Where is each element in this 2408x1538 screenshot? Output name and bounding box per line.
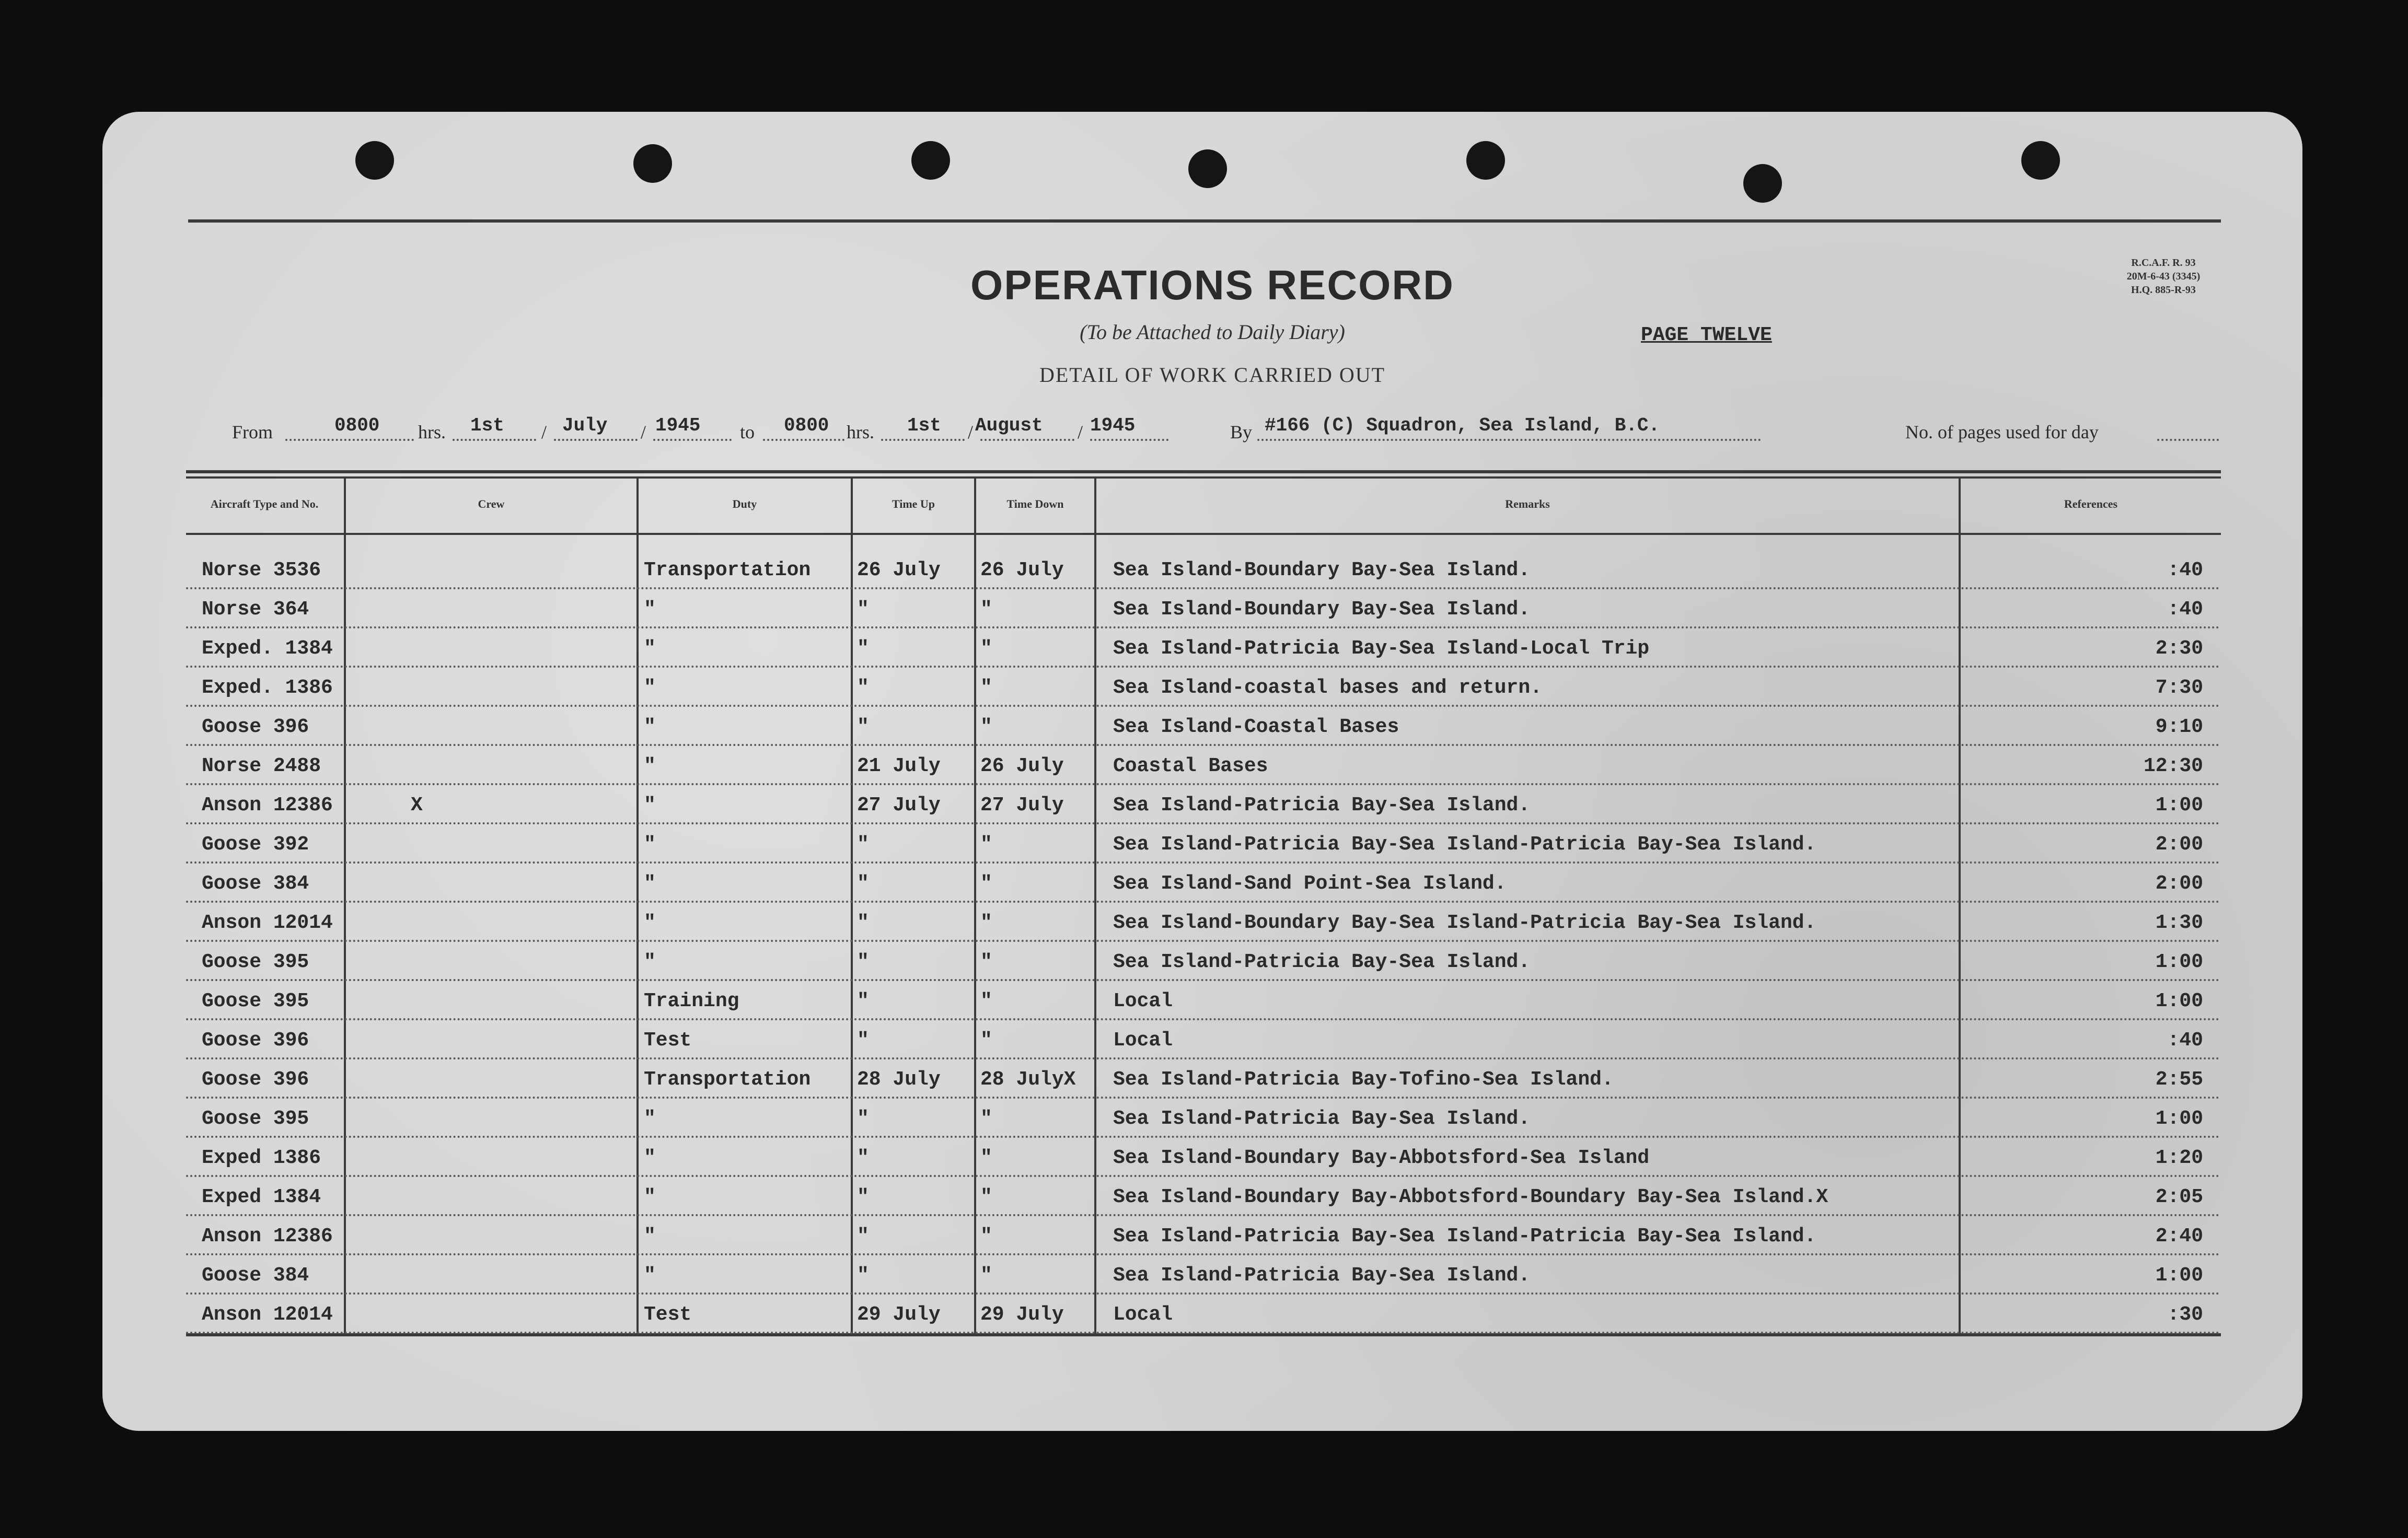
table-top-rule bbox=[186, 476, 2221, 479]
time-down-cell: 27 July bbox=[980, 794, 1064, 817]
time-up-cell: " bbox=[857, 951, 869, 973]
time-up-cell: " bbox=[857, 1108, 869, 1130]
references-cell: 2:40 bbox=[2155, 1225, 2203, 1248]
column-header-references: References bbox=[2064, 497, 2118, 510]
table-row bbox=[186, 1058, 2221, 1099]
from-label: From bbox=[232, 422, 273, 442]
time-up-cell: " bbox=[857, 1225, 869, 1248]
aircraft-cell: Goose 384 bbox=[202, 1264, 309, 1287]
to-month: August bbox=[975, 415, 1043, 436]
time-up-cell: " bbox=[857, 716, 869, 738]
duty-cell: " bbox=[644, 716, 656, 738]
time-down-cell: 26 July bbox=[980, 559, 1064, 581]
duty-cell: " bbox=[644, 1186, 656, 1208]
remarks-cell: Sea Island-Patricia Bay-Sea Island-Patricia Bay-Sea Island. bbox=[1113, 1225, 1816, 1248]
dotted-field bbox=[2157, 439, 2219, 441]
remarks-cell: Local bbox=[1113, 990, 1173, 1012]
punch-hole bbox=[2021, 141, 2060, 180]
header-rule bbox=[186, 533, 2221, 535]
aircraft-cell: Anson 12014 bbox=[202, 1303, 333, 1326]
time-down-cell: 28 JulyX bbox=[980, 1068, 1076, 1091]
duty-cell: " bbox=[644, 1225, 656, 1248]
time-down-cell: " bbox=[980, 677, 992, 699]
dotted-field bbox=[653, 439, 732, 441]
table-row bbox=[186, 1136, 2221, 1177]
dotted-field bbox=[1090, 439, 1168, 441]
references-cell: 2:05 bbox=[2155, 1186, 2203, 1208]
references-cell: :30 bbox=[2167, 1303, 2203, 1326]
duty-cell: Test bbox=[644, 1029, 692, 1052]
table-row bbox=[186, 1254, 2221, 1295]
page-title: OPERATIONS RECORD bbox=[970, 262, 1454, 308]
references-cell: 2:00 bbox=[2155, 833, 2203, 856]
punch-hole bbox=[911, 141, 950, 180]
page-number: PAGE TWELVE bbox=[1641, 324, 1772, 346]
remarks-cell: Sea Island-Boundary Bay-Abbotsford-Boundary Bay-Sea Island.X bbox=[1113, 1186, 1828, 1208]
time-down-cell: " bbox=[980, 1225, 992, 1248]
duty-cell: Transportation bbox=[644, 1068, 811, 1091]
table-row bbox=[186, 1293, 2221, 1334]
duty-cell: " bbox=[644, 677, 656, 699]
remarks-cell: Sea Island-Patricia Bay-Tofino-Sea Island. bbox=[1113, 1068, 1614, 1091]
dotted-field bbox=[554, 439, 638, 441]
duty-cell: Test bbox=[644, 1303, 692, 1326]
table-row bbox=[186, 1097, 2221, 1138]
time-down-cell: " bbox=[980, 1264, 992, 1287]
references-cell: 7:30 bbox=[2155, 677, 2203, 699]
date-separator: / bbox=[641, 422, 646, 442]
time-up-cell: 29 July bbox=[857, 1303, 941, 1326]
dotted-field bbox=[763, 439, 844, 441]
aircraft-cell: Anson 12014 bbox=[202, 912, 333, 934]
aircraft-cell: Exped 1384 bbox=[202, 1186, 321, 1208]
pages-label: No. of pages used for day bbox=[1905, 422, 2099, 442]
time-up-cell: 21 July bbox=[857, 755, 941, 777]
remarks-cell: Sea Island-Patricia Bay-Sea Island. bbox=[1113, 1108, 1531, 1130]
punch-hole bbox=[633, 144, 672, 183]
table-row bbox=[186, 1019, 2221, 1059]
table-row bbox=[186, 940, 2221, 981]
from-month: July bbox=[562, 415, 608, 436]
aircraft-cell: Goose 384 bbox=[202, 872, 309, 895]
form-code bbox=[2096, 256, 2231, 297]
aircraft-cell: Anson 12386 bbox=[202, 794, 333, 817]
duty-cell: " bbox=[644, 951, 656, 973]
duty-cell: " bbox=[644, 794, 656, 817]
punch-hole bbox=[355, 141, 394, 180]
aircraft-cell: Goose 395 bbox=[202, 990, 309, 1012]
time-down-cell: 29 July bbox=[980, 1303, 1064, 1326]
references-cell: 9:10 bbox=[2155, 716, 2203, 738]
remarks-cell: Sea Island-Boundary Bay-Abbotsford-Sea Island bbox=[1113, 1147, 1650, 1169]
references-cell: 2:30 bbox=[2155, 637, 2203, 660]
time-up-cell: " bbox=[857, 1264, 869, 1287]
time-down-cell: " bbox=[980, 912, 992, 934]
duty-cell: Transportation bbox=[644, 559, 811, 581]
time-down-cell: " bbox=[980, 872, 992, 895]
form-code-line: 20M-6-43 (3345) bbox=[2126, 271, 2201, 282]
from-year: 1945 bbox=[655, 415, 701, 436]
remarks-cell: Sea Island-Sand Point-Sea Island. bbox=[1113, 872, 1507, 895]
date-separator: / bbox=[1078, 422, 1083, 442]
time-up-cell: " bbox=[857, 598, 869, 621]
table-row bbox=[186, 744, 2221, 785]
references-cell: 12:30 bbox=[2143, 755, 2203, 777]
remarks-cell: Sea Island-Patricia Bay-Sea Island. bbox=[1113, 1264, 1531, 1287]
aircraft-cell: Exped 1386 bbox=[202, 1147, 321, 1169]
table-row bbox=[186, 549, 2221, 589]
time-down-cell: " bbox=[980, 1029, 992, 1052]
operations-table bbox=[186, 470, 2221, 1337]
column-header-aircraft: Aircraft Type and No. bbox=[210, 497, 319, 510]
time-down-cell: " bbox=[980, 990, 992, 1012]
unit-name: #166 (C) Squadron, Sea Island, B.C. bbox=[1265, 415, 1660, 436]
to-day: 1st bbox=[907, 415, 941, 436]
from-day: 1st bbox=[470, 415, 504, 436]
column-header-crew: Crew bbox=[478, 497, 505, 510]
column-header-time-up: Time Up bbox=[892, 497, 935, 510]
references-cell: :40 bbox=[2167, 1029, 2203, 1052]
time-up-cell: " bbox=[857, 990, 869, 1012]
references-cell: 1:00 bbox=[2155, 951, 2203, 973]
to-year: 1945 bbox=[1090, 415, 1136, 436]
time-up-cell: " bbox=[857, 833, 869, 856]
time-up-cell: 27 July bbox=[857, 794, 941, 817]
table-row bbox=[186, 705, 2221, 746]
references-cell: 1:30 bbox=[2155, 912, 2203, 934]
by-label: By bbox=[1230, 422, 1253, 442]
duty-cell: " bbox=[644, 637, 656, 660]
time-up-cell: 26 July bbox=[857, 559, 941, 581]
table-row bbox=[186, 588, 2221, 628]
column-header-remarks: Remarks bbox=[1505, 497, 1550, 510]
remarks-cell: Sea Island-coastal bases and return. bbox=[1113, 677, 1542, 699]
aircraft-cell: Exped. 1386 bbox=[202, 677, 333, 699]
table-top-rule bbox=[186, 470, 2221, 473]
remarks-cell: Sea Island-Boundary Bay-Sea Island. bbox=[1113, 598, 1531, 621]
punch-hole bbox=[1743, 164, 1782, 203]
aircraft-cell: Goose 392 bbox=[202, 833, 309, 856]
aircraft-cell: Norse 364 bbox=[202, 598, 309, 621]
date-separator: / bbox=[541, 422, 547, 442]
column-header-duty: Duty bbox=[732, 497, 757, 510]
duty-cell: " bbox=[644, 1108, 656, 1130]
references-cell: 1:00 bbox=[2155, 794, 2203, 817]
time-down-cell: " bbox=[980, 1147, 992, 1169]
duty-cell: Training bbox=[644, 990, 739, 1012]
duty-cell: " bbox=[644, 755, 656, 777]
time-down-cell: " bbox=[980, 1108, 992, 1130]
time-up-cell: " bbox=[857, 1029, 869, 1052]
time-down-cell: " bbox=[980, 951, 992, 973]
aircraft-cell: Norse 3536 bbox=[202, 559, 321, 581]
table-row bbox=[186, 980, 2221, 1020]
references-cell: :40 bbox=[2167, 559, 2203, 581]
table-row bbox=[186, 901, 2221, 942]
period-line bbox=[0, 411, 2408, 442]
remarks-cell: Sea Island-Patricia Bay-Sea Island-Patricia Bay-Sea Island. bbox=[1113, 833, 1816, 856]
time-up-cell: 28 July bbox=[857, 1068, 941, 1091]
time-up-cell: " bbox=[857, 637, 869, 660]
aircraft-cell: Goose 395 bbox=[202, 1108, 309, 1130]
table-row bbox=[186, 784, 2221, 824]
page-subtitle: (To be Attached to Daily Diary) bbox=[1080, 320, 1345, 344]
date-separator: / bbox=[968, 422, 974, 442]
time-down-cell: 26 July bbox=[980, 755, 1064, 777]
punch-hole bbox=[1188, 149, 1227, 188]
time-down-cell: " bbox=[980, 716, 992, 738]
hrs-label: hrs. bbox=[847, 422, 874, 442]
form-code-line: R.C.A.F. R. 93 bbox=[2131, 257, 2196, 269]
remarks-cell: Local bbox=[1113, 1303, 1173, 1326]
remarks-cell: Sea Island-Patricia Bay-Sea Island. bbox=[1113, 951, 1531, 973]
detail-heading: DETAIL OF WORK CARRIED OUT bbox=[1039, 363, 1386, 387]
table-row bbox=[186, 823, 2221, 864]
column-header-time-down: Time Down bbox=[1006, 497, 1064, 510]
time-up-cell: " bbox=[857, 1147, 869, 1169]
aircraft-cell: Goose 396 bbox=[202, 1068, 309, 1091]
to-label: to bbox=[740, 422, 755, 442]
remarks-cell: Coastal Bases bbox=[1113, 755, 1268, 777]
table-row bbox=[186, 862, 2221, 903]
aircraft-cell: Anson 12386 bbox=[202, 1225, 333, 1248]
references-cell: 2:55 bbox=[2155, 1068, 2203, 1091]
table-row bbox=[186, 627, 2221, 668]
hrs-label: hrs. bbox=[418, 422, 446, 442]
aircraft-cell: Goose 395 bbox=[202, 951, 309, 973]
time-down-cell: " bbox=[980, 598, 992, 621]
dotted-field bbox=[453, 439, 536, 441]
time-down-cell: " bbox=[980, 637, 992, 660]
to-hours: 0800 bbox=[784, 415, 829, 436]
duty-cell: " bbox=[644, 1147, 656, 1169]
duty-cell: " bbox=[644, 833, 656, 856]
remarks-cell: Local bbox=[1113, 1029, 1173, 1052]
references-cell: :40 bbox=[2167, 598, 2203, 621]
aircraft-cell: Goose 396 bbox=[202, 1029, 309, 1052]
aircraft-cell: Exped. 1384 bbox=[202, 637, 333, 660]
time-down-cell: " bbox=[980, 833, 992, 856]
time-up-cell: " bbox=[857, 677, 869, 699]
time-up-cell: " bbox=[857, 912, 869, 934]
form-code-line: H.Q. 885-R-93 bbox=[2131, 284, 2196, 296]
references-cell: 1:20 bbox=[2155, 1147, 2203, 1169]
table-row bbox=[186, 666, 2221, 707]
references-cell: 2:00 bbox=[2155, 872, 2203, 895]
remarks-cell: Sea Island-Boundary Bay-Sea Island-Patricia Bay-Sea Island. bbox=[1113, 912, 1816, 934]
remarks-cell: Sea Island-Coastal Bases bbox=[1113, 716, 1399, 738]
references-cell: 1:00 bbox=[2155, 1108, 2203, 1130]
time-down-cell: " bbox=[980, 1186, 992, 1208]
remarks-cell: Sea Island-Patricia Bay-Sea Island-Local Trip bbox=[1113, 637, 1650, 660]
remarks-cell: Sea Island-Patricia Bay-Sea Island. bbox=[1113, 794, 1531, 817]
crew-cell: X bbox=[411, 794, 423, 817]
references-cell: 1:00 bbox=[2155, 1264, 2203, 1287]
remarks-cell: Sea Island-Boundary Bay-Sea Island. bbox=[1113, 559, 1531, 581]
references-cell: 1:00 bbox=[2155, 990, 2203, 1012]
aircraft-cell: Norse 2488 bbox=[202, 755, 321, 777]
table-row bbox=[186, 1215, 2221, 1255]
duty-cell: " bbox=[644, 872, 656, 895]
duty-cell: " bbox=[644, 598, 656, 621]
time-up-cell: " bbox=[857, 872, 869, 895]
duty-cell: " bbox=[644, 1264, 656, 1287]
dotted-field bbox=[285, 439, 414, 441]
punch-hole bbox=[1466, 141, 1505, 180]
from-hours: 0800 bbox=[334, 415, 380, 436]
dotted-field bbox=[980, 439, 1074, 441]
dotted-field bbox=[1257, 439, 1761, 441]
duty-cell: " bbox=[644, 912, 656, 934]
table-row bbox=[186, 1175, 2221, 1216]
top-rule bbox=[188, 219, 2221, 223]
aircraft-cell: Goose 396 bbox=[202, 716, 309, 738]
time-up-cell: " bbox=[857, 1186, 869, 1208]
dotted-field bbox=[881, 439, 965, 441]
